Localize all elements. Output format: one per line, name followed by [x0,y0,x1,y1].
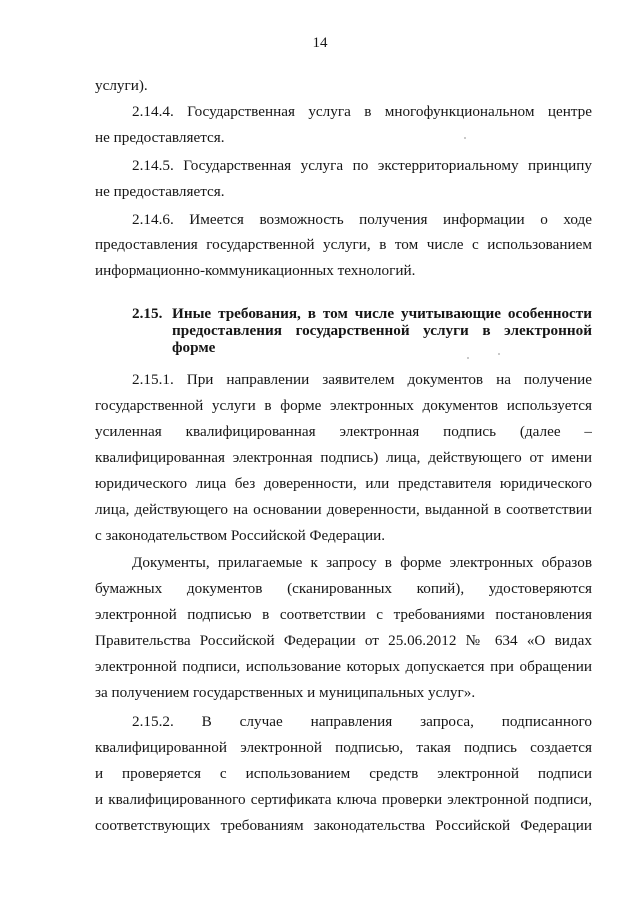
paragraph-line: и проверяется с использованием средств электронной подписи [95,765,592,782]
paragraph-line: электронной подписью в соответствии с требованиями постановления [95,606,592,623]
scan-speck [464,137,466,139]
paragraph-line: юридического лица без доверенности, или представителя юридического [95,475,592,492]
paragraph-line: не предоставляется. [95,129,225,146]
paragraph-line: соответствующих требованиям законодательства Российской Федерации [95,817,592,834]
paragraph-line: не предоставляется. [95,183,225,200]
paragraph-line: квалифицированная электронная подпись) лица, действующего от имени [95,449,592,466]
paragraph-line: квалифицированной электронной подписью, такая подпись создается [95,739,592,756]
paragraph-line: услуги). [95,77,148,94]
page-number: 14 [312,35,328,51]
paragraph-line: информационно-коммуникационных технологий. [95,262,416,279]
section-heading-number: 2.15. [132,305,163,322]
paragraph-line: Правительства Российской Федерации от 25.06.2012 № 634 «О видах [95,632,592,649]
paragraph-line: 2.14.5. Государственная услуга по экстерриториальному принципу [132,157,592,174]
paragraph-line: 2.14.4. Государственная услуга в многофункциональном центре [132,103,592,120]
scan-speck [467,357,469,359]
section-heading-line: форме [172,339,216,356]
paragraph-line: электронной подписи, использование которых допускается при обращении [95,658,592,675]
paragraph-line: за получением государственных и муниципальных услуг». [95,684,476,701]
scan-speck [498,353,500,355]
paragraph-line: 2.15.1. При направлении заявителем документов на получение [132,371,592,388]
paragraph-line: 2.15.2. В случае направления запроса, подписанного [132,713,592,730]
paragraph-line: государственной услуги в форме электронных документов используется [95,397,592,414]
paragraph-line: 2.14.6. Имеется возможность получения информации о ходе [132,211,592,228]
paragraph-line: с законодательством Российской Федерации. [95,527,386,544]
paragraph-line: предоставления государственной услуги, в том числе с использованием [95,236,592,253]
paragraph-line: усиленная квалифицированная электронная подпись (далее – [95,423,592,440]
paragraph-line: Документы, прилагаемые к запросу в форме электронных образов [132,554,592,571]
paragraph-line: и квалифицированного сертификата ключа проверки электронной подписи, [95,791,592,808]
paragraph-line: лица, действующего на основании доверенности, выданной в соответствии [95,501,592,518]
section-heading-line: Иные требования, в том числе учитывающие особенности [172,305,592,322]
section-heading-line: предоставления государственной услуги в электронной [172,322,592,339]
paragraph-line: бумажных документов (сканированных копий), удостоверяются [95,580,592,597]
